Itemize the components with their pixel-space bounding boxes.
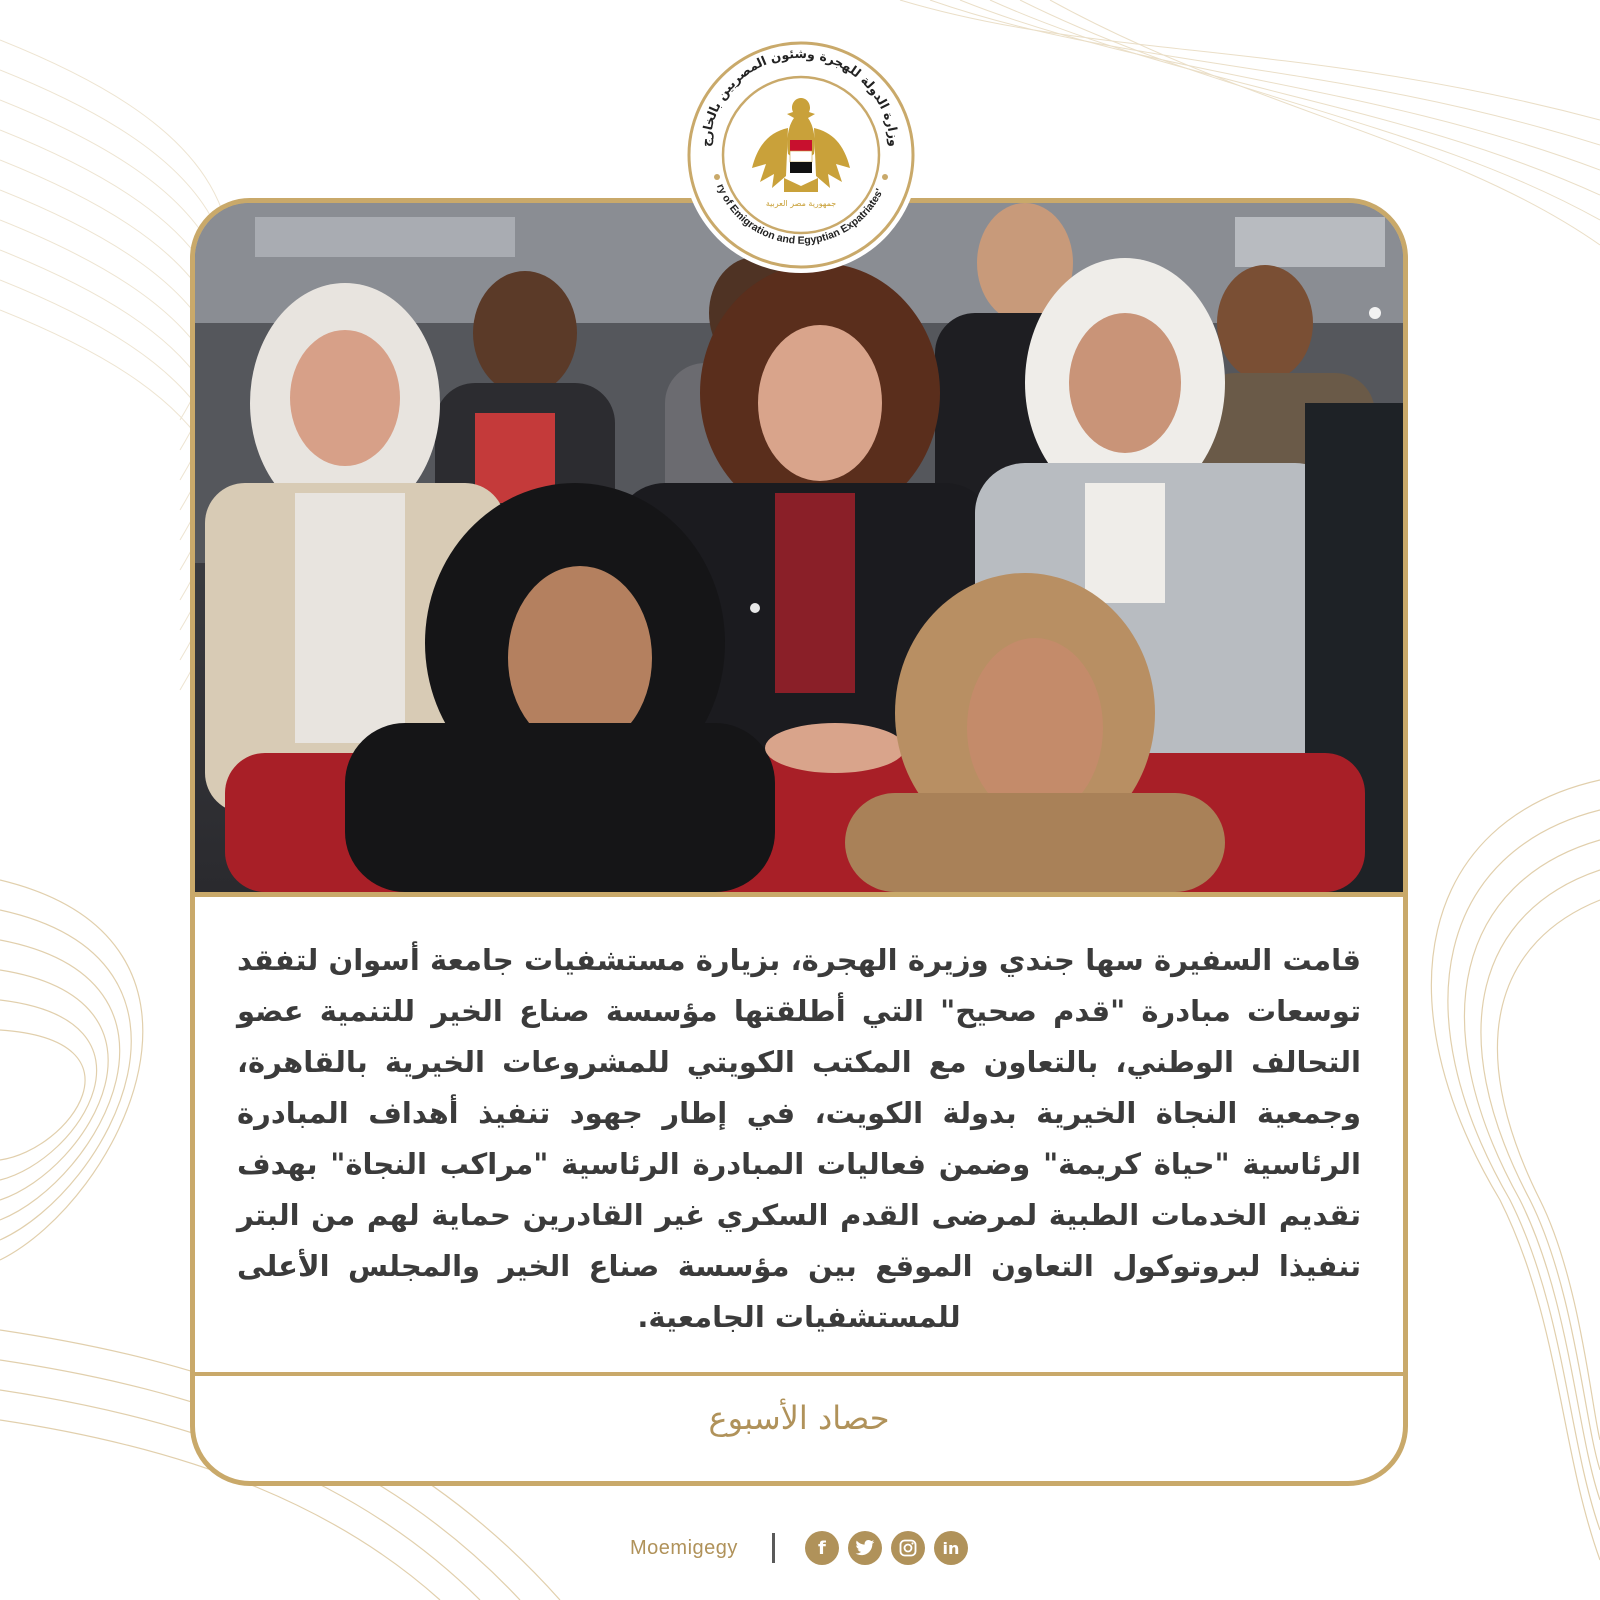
svg-text:Ministry of Emigration and Egy: ry of Emigration and Egyptian Expatriates'	[714, 182, 886, 247]
footer-divider	[195, 1372, 1403, 1376]
instagram-icon[interactable]	[891, 1531, 925, 1565]
post-card	[190, 198, 1408, 1486]
facebook-icon[interactable]: f	[805, 1531, 839, 1565]
svg-text:جمهورية مصر العربية: جمهورية مصر العربية	[765, 199, 837, 208]
article-body: قامت السفيرة سها جندي وزيرة الهجرة، بزيارة مستشفيات جامعة أسوان لتفقد توسعات مبادرة "قدم صحيح" التي أطلقتها مؤسسة صناع الخير للتنمية عضو التحالف الوطني، بالتعاون مع المكتب الكويتي للمشروعات الخيرية بالقاهرة، وجمعية النجاة الخيرية بدولة الكويت، في إطار جهود تنفيذ أهداف المبادرة الرئاسية "حياة كريمة" وضمن فعاليات المبادرة الرئاسية "مراكب النجاة" بهدف تقديم الخدمات الطبية لمرضى القدم السكري غير القادرين حماية لهم من البتر تنفيذا لبروتوكول التعاون الموقع بين مؤسسة صناع الخير والمجلس الأعلى للمستشفيات الجامعية.	[237, 943, 1361, 1334]
social-bar	[630, 1528, 977, 1568]
event-photo	[195, 203, 1403, 897]
ministry-logo	[682, 36, 920, 274]
linkedin-icon[interactable]: in	[934, 1531, 968, 1565]
svg-text:وزارة الدولة للهجرة وشئون المص: وزارة الدولة للهجرة وشئون المصريين بالخارج	[697, 45, 903, 148]
twitter-icon[interactable]	[848, 1531, 882, 1565]
social-handle: Moemigegy	[630, 1536, 738, 1559]
footer-title: حصاد الأسبوع	[708, 1399, 890, 1437]
social-separator	[772, 1533, 775, 1563]
